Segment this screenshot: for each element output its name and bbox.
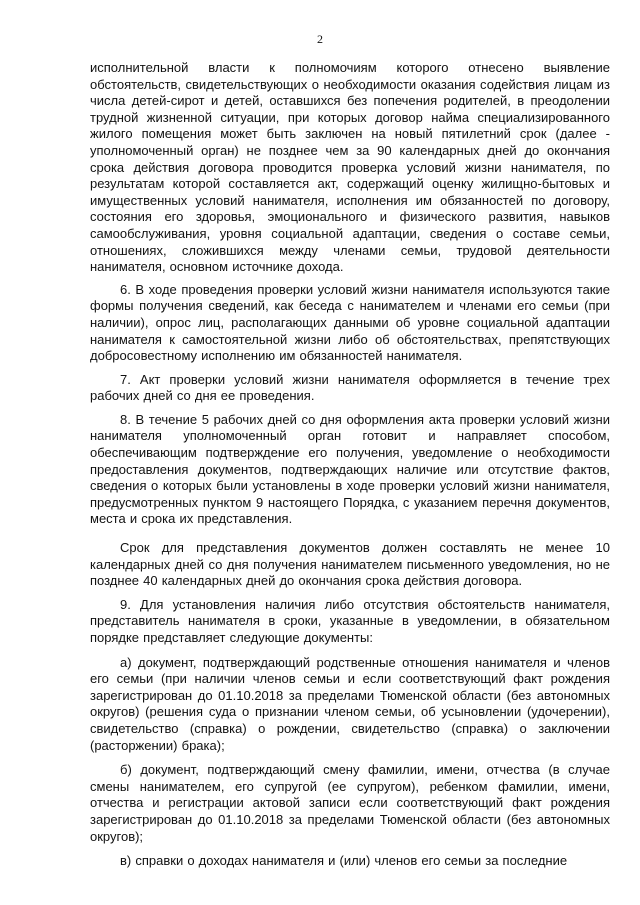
paragraph-subitem-a: а) документ, подтверждающий родственные отношения нанимателя и членов его семьи (при наличии членов семьи и если соответствующий факт рождения зарегистрирован до 01.10.2018 за пределами Тюменской области (без автономных округов) (решения суда о признании членом семьи, об усыновлении (удочерении), свидетельство (справка) о рождении, свидетельство (справка) о заключении (расторжении) брака);	[90, 654, 610, 753]
document-body	[90, 60, 610, 875]
paragraph-subitem-v: в) справки о доходах нанимателя и (или) членов его семьи за последние	[120, 853, 568, 869]
paragraph-subitem-b: б) документ, подтверждающий смену фамилии, имени, отчества (в случае смены нанимателем, его супругой (ее супругом), ребенком фамилии, имени, отчества и регистрации актовой записи если соответствующий факт рождения зарегистрирован до 01.10.2018 за пределами Тюменской области (без автономных округов);	[90, 762, 610, 844]
paragraph-item-6: 6. В ходе проведения проверки условий жизни нанимателя используются такие формы получения сведений, как беседа с нанимателем и членами его семьи (при наличии), опрос лиц, располагающих данными об уровне социальной адаптации нанимателя к самостоятельной жизни либо об обстоятельствах, препятствующих добросовестному исполнению им обязанностей нанимателя.	[90, 281, 610, 364]
paragraph-item-9: 9. Для установления наличия либо отсутствия обстоятельств нанимателя, представитель нанимателя в сроки, указанные в уведомлении, в обязательном порядке представляет следующие документы:	[90, 596, 610, 645]
page-number: 2	[317, 32, 323, 46]
paragraph-item-8: 8. В течение 5 рабочих дней со дня оформления акта проверки условий жизни нанимателя уполномоченный орган готовит и направляет способом, обеспечивающим подтверждение его получения, уведомление о необходимости предоставления документов, подтверждающих наличие или отсутствие фактов, сведения о которых были установлены в ходе проверки условий жизни нанимателя, предусмотренных пунктом 9 настоящего Порядка, с указанием перечня документов, места и срока их представления.	[90, 411, 610, 527]
paragraph-deadline: Срок для представления документов должен составлять не менее 10 календарных дней со дня получения нанимателем письменного уведомления, но не позднее 40 календарных дней до окончания срока действия договора.	[90, 540, 610, 589]
paragraph-item-7: 7. Акт проверки условий жизни нанимателя оформляется в течение трех рабочих дней со дня ее проведения.	[90, 371, 610, 404]
paragraph-continuation: исполнительной власти к полномочиям которого отнесено выявление обстоятельств, свидетельствующих о необходимости оказания содействия лицам из числа детей-сирот и детей, оставшихся без попечения родителей, в преодолении трудной жизненной ситуации, при которых договор найма специализированного жилого помещения может быть заключен на новый пятилетний срок (далее - уполномоченный орган) не позднее чем за 90 календарных дней до окончания срока действия договора проводится проверка условий жизни нанимателя, по результатам которой составляется акт, содержащий оценку жилищно-бытовых и имущественных условий нанимателя, исполнения им обязанностей по договору, состояния его здоровья, эмоционального и физического развития, навыков самообслуживания, уровня социальной адаптации, сведения о составе семьи, отношениях, сложившихся между членами семьи, трудовой деятельности нанимателя, основном источнике дохода.	[90, 60, 610, 275]
